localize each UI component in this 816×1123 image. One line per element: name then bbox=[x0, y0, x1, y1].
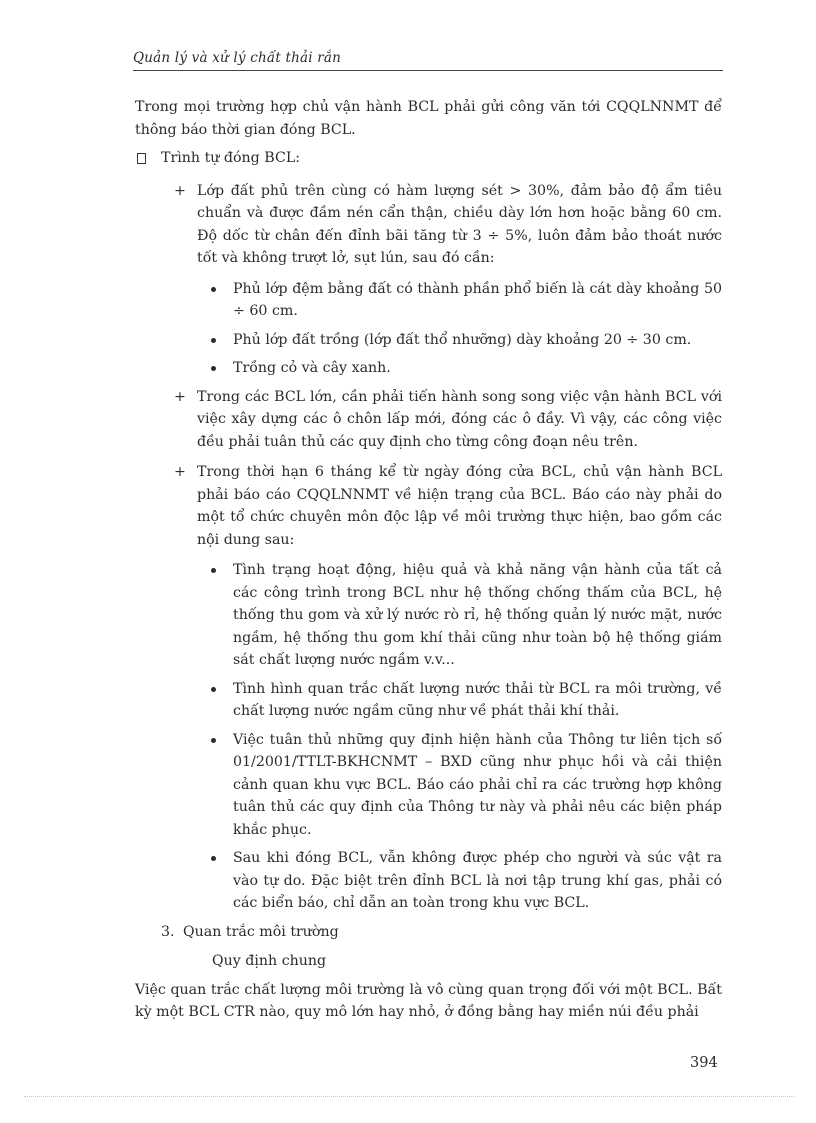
intro-paragraph: Trong mọi trường hợp chủ vận hành BCL phải gửi công văn tới CQQLNNMT để thông báo thời gian đóng BCL. bbox=[135, 99, 722, 138]
page-number: 394 bbox=[690, 1055, 718, 1071]
bullet-dot-icon bbox=[211, 687, 216, 692]
bullet-dot-icon bbox=[211, 338, 216, 343]
bullet-dot-icon bbox=[211, 287, 216, 292]
plus-marker: + bbox=[174, 182, 186, 199]
bullet-dot-icon bbox=[211, 738, 216, 743]
bullet-item bbox=[135, 678, 722, 723]
plus-item bbox=[135, 461, 722, 551]
section-3-heading bbox=[135, 921, 722, 944]
section-title: Quan trắc môi trường bbox=[183, 923, 339, 940]
plus-item-text: Trong các BCL lớn, cần phải tiến hành song song việc vận hành BCL với việc xây dựng các ô chôn lấp mới, đóng các ô đầy. Vì vậy, các công việc đều phải tuân thủ các quy định cho từng công đoạn nêu trên. bbox=[197, 388, 722, 450]
bullet-item bbox=[135, 329, 722, 352]
bullet-item-text: Việc tuân thủ những quy định hiện hành của Thông tư liên tịch số 01/2001/TTLT-BKHCNMT – BXD cũng như phục hồi và cải thiện cảnh quan khu vực BCL. Báo cáo phải chỉ ra các trường hợp không tuân thủ các quy định của Thông tư này và phải nêu các biện pháp khắc phục. bbox=[233, 731, 722, 838]
section-paragraph: Việc quan trắc chất lượng môi trường là vô cùng quan trọng đối với một BCL. Bất kỳ một BCL CTR nào, quy mô lớn hay nhỏ, ở đồng bằng hay miền núi đều phải bbox=[135, 981, 722, 1020]
bullet-item-text: Tình hình quan trắc chất lượng nước thải từ BCL ra môi trường, về chất lượng nước ngầm cũng như về phát thải khí thải. bbox=[233, 680, 722, 719]
header-rule bbox=[133, 70, 723, 71]
bullet-item bbox=[135, 278, 722, 323]
bullet-item-text: Phủ lớp đất trồng (lớp đất thổ nhưỡng) dày khoảng 20 ÷ 30 cm. bbox=[233, 331, 692, 348]
plus-item bbox=[135, 386, 722, 454]
bullet-dot-icon bbox=[211, 366, 216, 371]
section-subheading: Quy định chung bbox=[212, 953, 327, 969]
plus-item-text: Lớp đất phủ trên cùng có hàm lượng sét > 30%, đảm bảo độ ẩm tiêu chuẩn và được đầm nén cẩn thận, chiều dày lớn hơn hoặc bằng 60 cm. Độ dốc từ chân đến đỉnh bãi tăng từ 3 ÷ 5%, luôn đảm bảo thoát nước tốt và không trượt lở, sụt lún, sau đó cần: bbox=[197, 182, 722, 266]
page-bottom-rule bbox=[24, 1096, 794, 1097]
bullet-item-text: Tình trạng hoạt động, hiệu quả và khả năng vận hành của tất cả các công trình trong BCL như hệ thống chống thấm của BCL, hệ thống thu gom và xử lý nước rò rỉ, hệ thống quản lý nước mặt, nước ngầm, hệ thống thu gom khí thải cũng như toàn bộ hệ thống giám sát chất lượng nước ngầm v.v... bbox=[233, 562, 722, 668]
bullet-item bbox=[135, 729, 722, 842]
running-header: Quản lý và xử lý chất thải rắn bbox=[133, 50, 342, 66]
bullet-item bbox=[135, 847, 722, 915]
plus-marker: + bbox=[174, 464, 186, 480]
closing-procedure-title: Trình tự đóng BCL: bbox=[161, 150, 301, 166]
bullet-item-text: Trồng cỏ và cây xanh. bbox=[233, 360, 391, 376]
bullet-item bbox=[135, 357, 722, 380]
page-content bbox=[135, 96, 722, 1024]
bullet-item-text: Phủ lớp đệm bằng đất có thành phần phổ biến là cát dày khoảng 50 ÷ 60 cm. bbox=[233, 280, 722, 319]
plus-item bbox=[135, 180, 722, 270]
checkbox-bullet-icon bbox=[137, 153, 146, 164]
plus-item-text: Trong thời hạn 6 tháng kể từ ngày đóng cửa BCL, chủ vận hành BCL phải báo cáo CQQLNNMT về hiện trạng của BCL. Báo cáo này phải do một tổ chức chuyên môn độc lập về môi trường thực hiện, bao gồm các nội dung sau: bbox=[197, 464, 722, 548]
closing-procedure-heading bbox=[135, 147, 722, 170]
bullet-dot-icon bbox=[211, 568, 216, 573]
bullet-item-text: Sau khi đóng BCL, vẫn không được phép cho người và súc vật ra vào tự do. Đặc biệt trên đỉnh BCL là nơi tập trung khí gas, phải có các biển báo, chỉ dẫn an toàn trong khu vực BCL. bbox=[233, 850, 722, 911]
section-number: 3. bbox=[161, 923, 175, 940]
plus-marker: + bbox=[174, 388, 186, 405]
bullet-dot-icon bbox=[211, 856, 216, 861]
bullet-item bbox=[135, 559, 722, 672]
